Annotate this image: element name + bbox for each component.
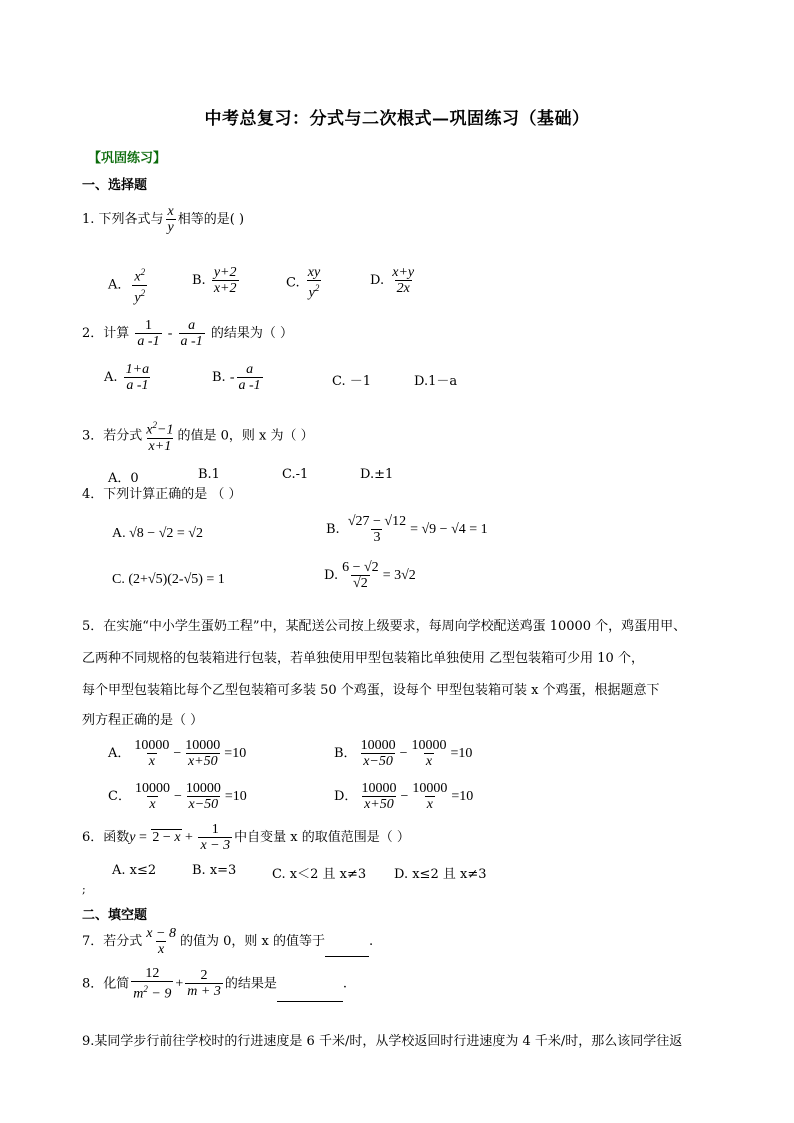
q3-option-c: C.-1 <box>282 467 309 482</box>
page-title: 中考总复习：分式与二次根式—巩固练习（基础） <box>204 109 590 129</box>
q1-prefix: 1. 下列各式与 <box>82 212 164 227</box>
q6-option-c: C. x＜2 且 x≠3 <box>272 867 367 882</box>
section-fill-heading: 二、填空题 <box>82 908 148 923</box>
q2-option-c: C. －1 <box>332 374 372 389</box>
question-5-line-3: 每个甲型包装箱比每个乙型包装箱可多装 50 个鸡蛋，设每个 甲型包装箱可装 x 个鸡蛋，根据题意下 <box>82 683 660 698</box>
q6-option-d: D. x≤2 且 x≠3 <box>394 867 487 882</box>
q4-option-a: A. √8 − √2 = √2 <box>112 526 203 541</box>
q8-answer-blank[interactable] <box>277 987 343 1002</box>
question-3: 3．若分式 $\frac{x^2-1}{x+1}$ 的值是 0，则 x 为（ ） <box>82 420 314 454</box>
q6-option-b: B. x=3 <box>192 863 237 878</box>
question-5-line-2: 乙两种不同规格的包装箱进行包装，若单独使用甲型包装箱比单独使用 乙型包装箱可少用 10 个， <box>82 651 644 666</box>
q5-option-c: C． $\frac{10000}{x}$ − $\frac{10000}{x-50}$ =10 <box>108 781 247 812</box>
q3-option-b: B.1 <box>198 467 220 482</box>
q4-option-d: D. $\frac{6 - √2}{√2}$ = 3√2 <box>324 560 416 591</box>
q2-option-d: D.1－a <box>414 374 458 389</box>
question-9: 9.某同学步行前往学校时的行进速度是 6 千米/时，从学校返回时行进速度为 4 千米/时，那么该同学往返 <box>82 1034 683 1049</box>
question-5-line-4: 列方程正确的是（ ） <box>82 713 204 728</box>
stray-mark: ; <box>82 883 86 896</box>
q1-option-c: C. $\frac{xy}{y^2}$ <box>286 265 321 301</box>
q3-option-a: A．0 <box>108 471 139 486</box>
q1-option-a: A． $\frac{x^2}{y^2}$ <box>108 267 146 306</box>
q3-option-d: D.±1 <box>360 467 394 482</box>
question-2: 2．计算 $\frac{1}{a -1}$ - $\frac{a}{a -1}$ 的结果为（ ） <box>82 318 293 349</box>
q2-option-a: A. $\frac{1+a}{a -1}$ <box>104 362 150 393</box>
question-1 <box>82 204 244 235</box>
q1-fraction: $\frac{x}{y}$ <box>167 204 174 235</box>
question-5-line-1: 5．在实施“中小学生蛋奶工程”中，某配送公司按上级要求，每周向学校配送鸡蛋 10000 个，鸡蛋用甲、 <box>82 619 687 634</box>
question-4: 4．下列计算正确的是 （ ） <box>82 487 242 502</box>
section-choice-heading: 一、选择题 <box>82 178 148 193</box>
question-7: 7．若分式 $\frac{x - 8}{x}$ 的值为 0，则 x 的值等于 . <box>82 926 374 957</box>
q5-option-a: A． $\frac{10000}{x}$ − $\frac{10000}{x+50}$ =10 <box>108 738 247 769</box>
q5-option-b: B． $\frac{10000}{x-50}$ − $\frac{10000}{x}$ =10 <box>334 738 473 769</box>
q2-option-b: B. - $\frac{a}{a -1}$ <box>212 362 261 393</box>
q1-suffix: 相等的是( ) <box>177 212 245 227</box>
q4-option-b: B. $\frac{√27 - √12}{3}$ = √9 − √4 = 1 <box>326 514 488 545</box>
question-6: 6．函数y = 2 − x + $\frac{1}{x - 3}$ 中自变量 x 的取值范围是（ ） <box>82 822 410 853</box>
practice-tag: 【巩固练习】 <box>88 151 167 166</box>
q7-answer-blank[interactable] <box>325 942 369 957</box>
q4-option-c: C. (2+√5)(2-√5) = 1 <box>112 572 225 587</box>
q5-option-d: D． $\frac{10000}{x+50}$ − $\frac{10000}{x}$ =10 <box>334 781 474 812</box>
question-8: 8．化简 $\frac{12}{m^2 - 9}$ + $\frac{2}{m + 3}$ 的结果是 . <box>82 966 347 1002</box>
q2-prefix: 2．计算 <box>82 326 130 341</box>
q1-option-b: B. $\frac{y+2}{x+2}$ <box>192 265 237 296</box>
q6-option-a: A. x≤2 <box>112 863 157 878</box>
q1-option-d: D. $\frac{x+y}{2x}$ <box>370 265 415 296</box>
q2-suffix: 的结果为（ ） <box>210 326 293 341</box>
